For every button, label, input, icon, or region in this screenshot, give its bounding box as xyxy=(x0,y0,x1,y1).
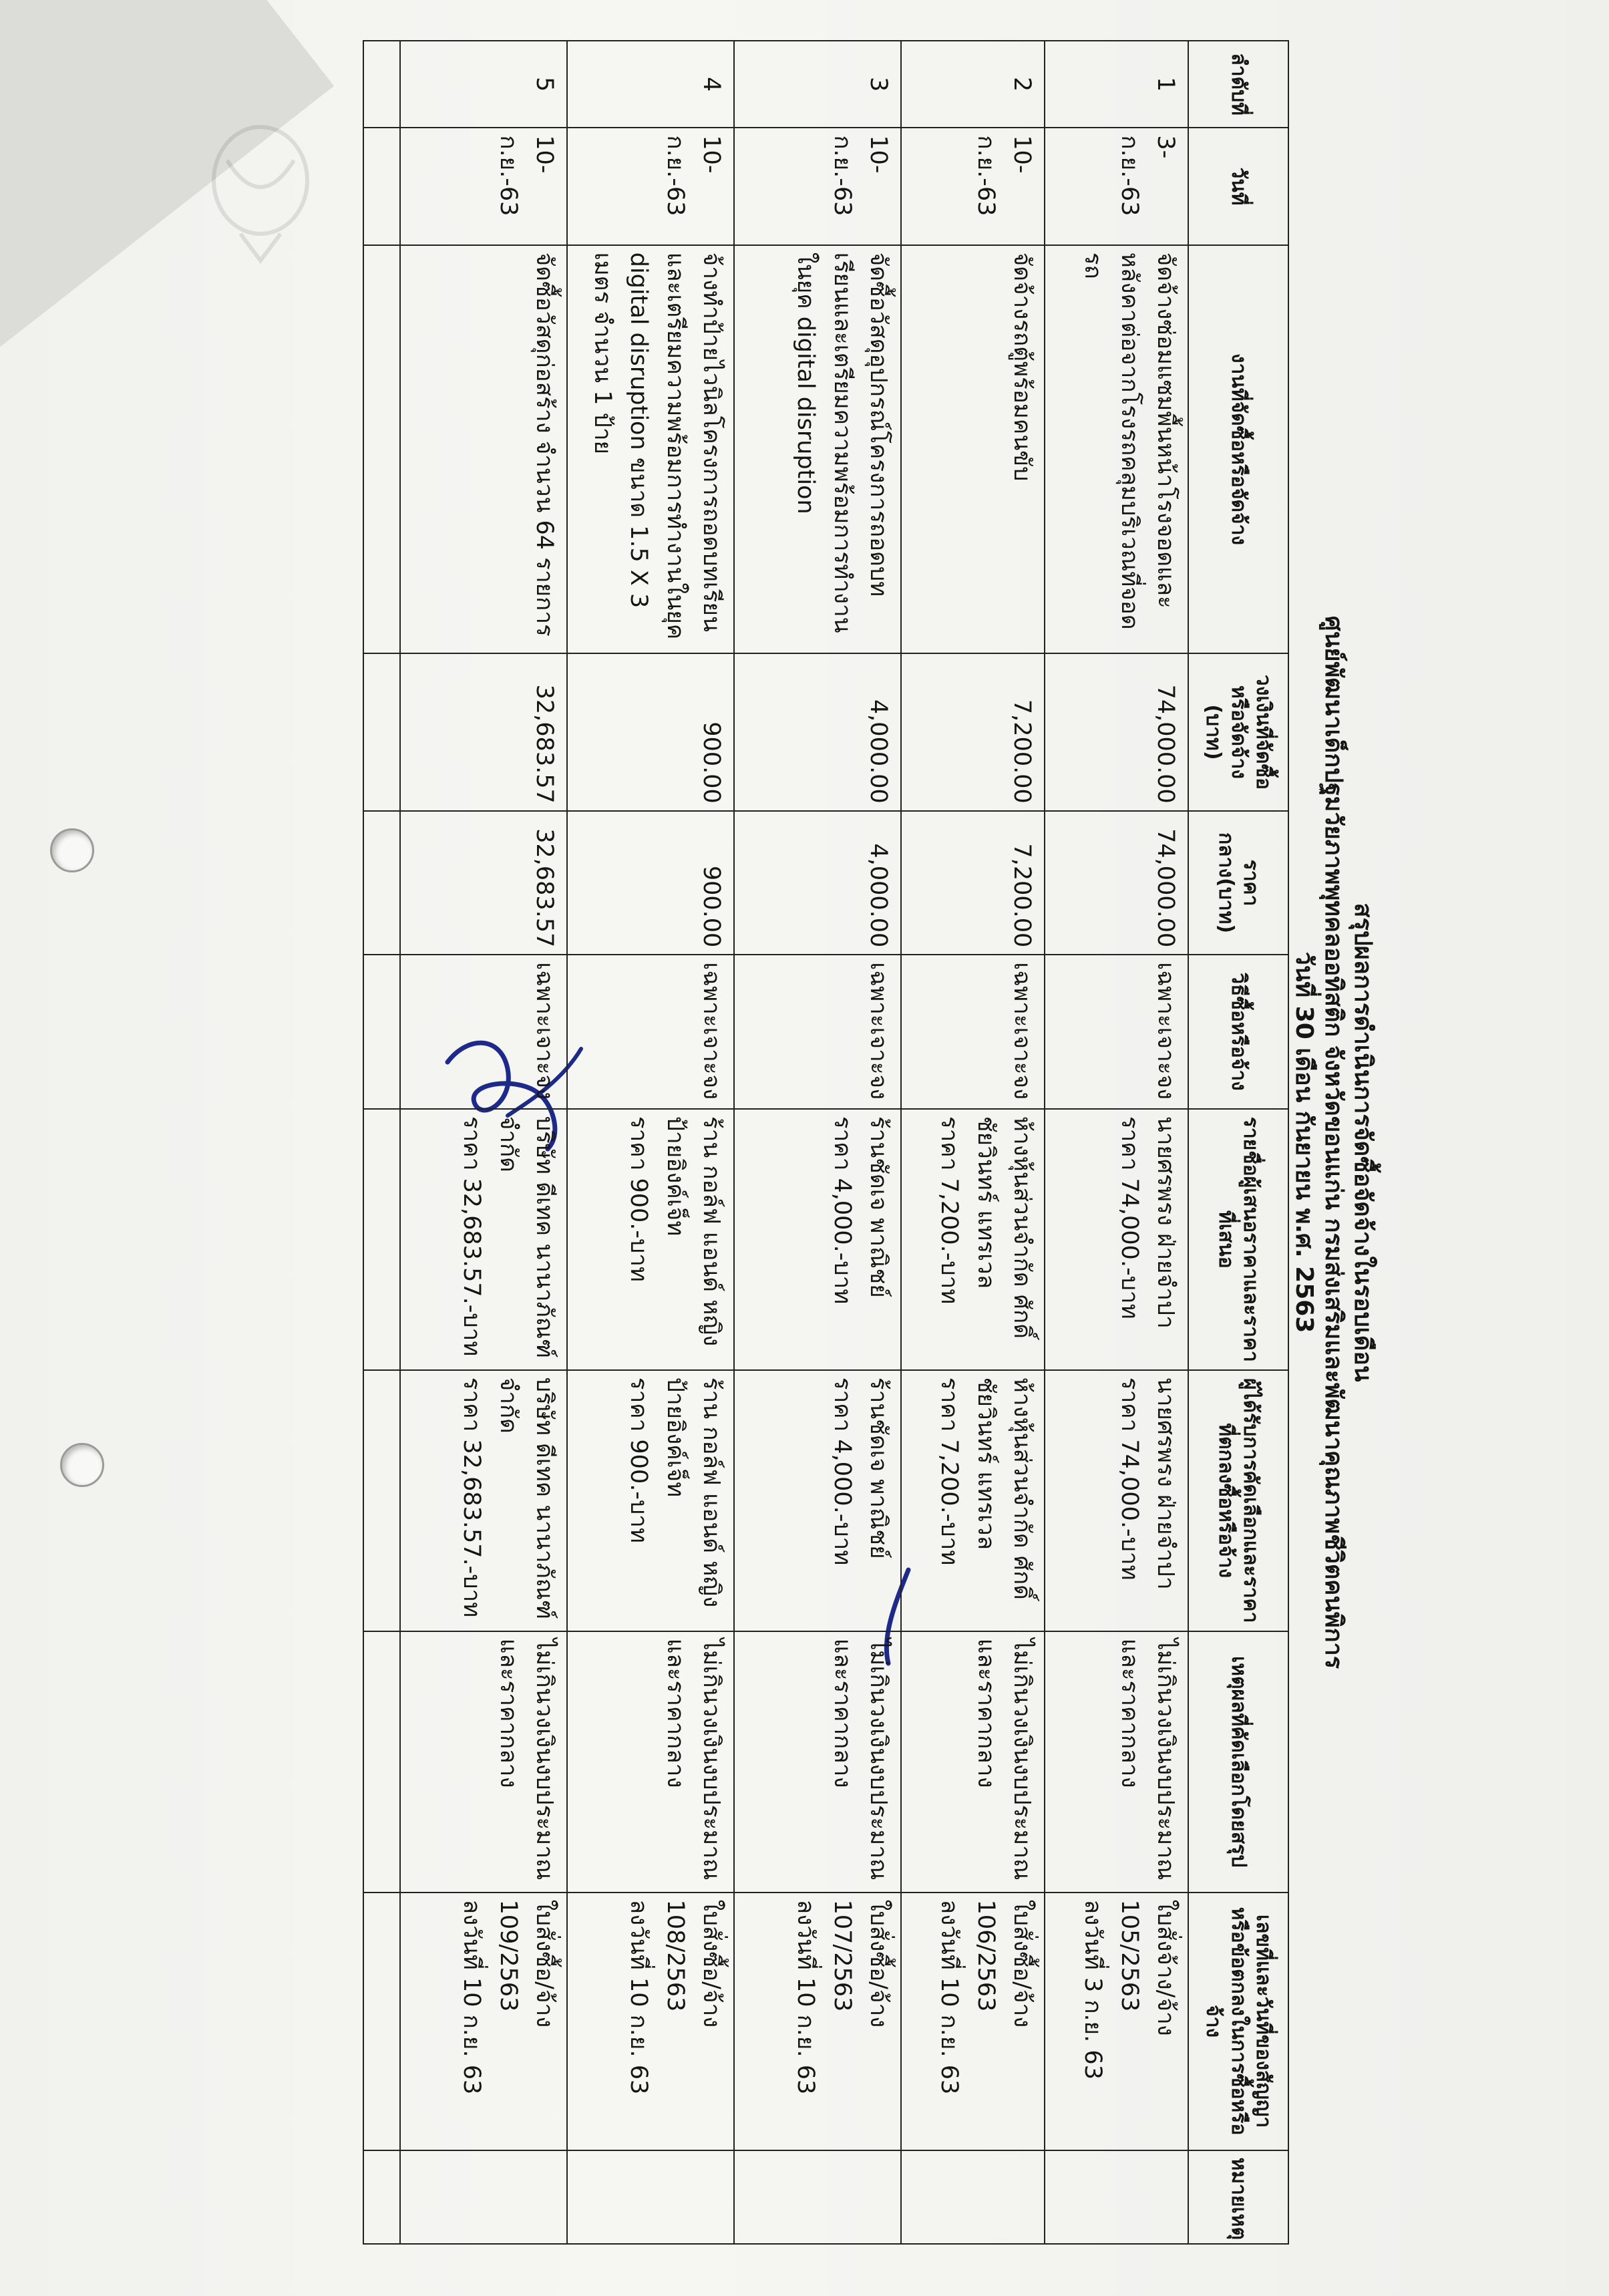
cell-remark xyxy=(400,2150,567,2244)
cell-winner xyxy=(734,1370,901,1631)
cell-empty xyxy=(363,653,400,811)
cell-median-price: 900.00 xyxy=(567,811,734,955)
table-row xyxy=(901,41,1045,2244)
cell-bidders xyxy=(1045,1109,1188,1370)
bidder-price: ราคา 900.-บาท xyxy=(625,1116,653,1282)
cell-winner xyxy=(901,1370,1045,1631)
col-header-contract: เลขที่และวันที่ของสัญญาหรือข้อตกลงในการซื้อหรือจ้าง xyxy=(1188,1893,1288,2150)
cell-budget: 74,000.00 xyxy=(1045,653,1188,811)
col-header-work: งานที่จัดซื้อหรือจัดจ้าง xyxy=(1188,245,1288,653)
bleed-through-garuda xyxy=(200,120,321,267)
cell-remark xyxy=(567,2150,734,2244)
cell-empty xyxy=(363,128,400,244)
cell-contract xyxy=(734,1893,901,2150)
cell-date: 10-ก.ย.-63 xyxy=(901,128,1045,244)
cell-date: 10-ก.ย.-63 xyxy=(400,128,567,244)
cell-reason: ไม่เกินวงเงินงบประมาณและราคากลาง xyxy=(734,1631,901,1893)
winner-price: ราคา 32,683.57.-บาท xyxy=(458,1377,486,1618)
cell-reason: ไม่เกินวงเงินงบประมาณและราคากลาง xyxy=(901,1631,1045,1893)
report-title: สรุปผลการดำเนินการจัดซื้อจัดจ้างในรอบเดือน xyxy=(1349,903,1377,1382)
cell-empty xyxy=(363,1109,400,1370)
bidder-price: ราคา 4,000.-บาท xyxy=(828,1116,856,1305)
report-date: วันที่ 30 เดือน กันยายน พ.ศ. 2563 xyxy=(1290,951,1318,1333)
cell-no: 4 xyxy=(567,41,734,128)
cell-method: เฉพาะเจาะจง xyxy=(400,955,567,1109)
cell-median-price: 74,000.00 xyxy=(1045,811,1188,955)
cell-reason: ไม่เกินวงเงินงบประมาณและราคากลาง xyxy=(400,1631,567,1893)
punch-hole-top xyxy=(50,828,94,872)
cell-no: 2 xyxy=(901,41,1045,128)
cell-work: จัดจ้างรถตู้พร้อมคนขับ xyxy=(901,245,1045,653)
cell-remark xyxy=(1045,2150,1188,2244)
cell-method: เฉพาะเจาะจง xyxy=(1045,955,1188,1109)
cell-budget: 900.00 xyxy=(567,653,734,811)
cell-no: 5 xyxy=(400,41,567,128)
col-header-budget: วงเงินที่จัดซื้อหรือจัดจ้าง (บาท) xyxy=(1188,653,1288,811)
punch-hole-bottom xyxy=(60,1443,104,1487)
bidder-price: ราคา 7,200.-บาท xyxy=(936,1116,963,1305)
contract-date: ลงวันที่ 10 ก.ย. 63 xyxy=(936,1899,963,2095)
bidder-name: ร้าน กอล์ฟ แอนด์ หญิง ป้ายอิงค์เจ็ท xyxy=(661,1116,725,1347)
cell-method: เฉพาะเจาะจง xyxy=(734,955,901,1109)
table-row xyxy=(400,41,567,2244)
col-header-remark: หมายเหตุ xyxy=(1188,2150,1288,2244)
col-header-winner: ผู้ได้รับการคัดเลือกและราคาที่ตกลงซื้อหรือจ้าง xyxy=(1188,1370,1288,1631)
contract-no: ใบสั่งซื้อ/จ้าง 106/2563 xyxy=(972,1899,1035,2028)
winner-name: ร้าน กอล์ฟ แอนด์ หญิง ป้ายอิงค์เจ็ท xyxy=(661,1377,725,1608)
cell-remark xyxy=(901,2150,1045,2244)
cell-budget: 32,683.57 xyxy=(400,653,567,811)
bidder-price: ราคา 74,000.-บาท xyxy=(1115,1116,1143,1319)
cell-remark xyxy=(734,2150,901,2244)
cell-budget: 4,000.00 xyxy=(734,653,901,811)
table-row xyxy=(567,41,734,2244)
table-row-empty xyxy=(363,41,400,2244)
bidder-name: นายศรพรง ฝ่ายจำปา xyxy=(1152,1116,1179,1329)
cell-contract xyxy=(567,1893,734,2150)
cell-empty xyxy=(363,811,400,955)
procurement-table xyxy=(363,40,1289,2245)
cell-median-price: 7,200.00 xyxy=(901,811,1045,955)
cell-empty xyxy=(363,41,400,128)
winner-name: บริษัท ดีเทค นานาภัณฑ์ จำกัด xyxy=(494,1377,558,1620)
col-header-bidders: รายชื่อผู้เสนอราคาและราคาที่เสนอ xyxy=(1188,1109,1288,1370)
winner-price: ราคา 7,200.-บาท xyxy=(936,1377,963,1566)
contract-date: ลงวันที่ 10 ก.ย. 63 xyxy=(625,1899,653,2095)
cell-empty xyxy=(363,245,400,653)
bidder-price: ราคา 32,683.57.-บาท xyxy=(458,1116,486,1357)
contract-no: ใบสั่งจ้าง/จ้าง 105/2563 xyxy=(1115,1899,1179,2036)
cell-winner xyxy=(1045,1370,1188,1631)
cell-empty xyxy=(363,2150,400,2244)
cell-median-price: 4,000.00 xyxy=(734,811,901,955)
cell-work: จัดซื้อวัสดุอุปกรณ์โครงการถอดบทเรียนและเตรียมความพร้อมการทำงานในยุค digital disruption xyxy=(734,245,901,653)
col-header-date: วันที่ xyxy=(1188,128,1288,244)
cell-no: 3 xyxy=(734,41,901,128)
cell-bidders xyxy=(734,1109,901,1370)
table-header-row xyxy=(1188,41,1288,2244)
cell-contract xyxy=(400,1893,567,2150)
cell-empty xyxy=(363,1631,400,1893)
contract-no: ใบสั่งซื้อ/จ้าง 109/2563 xyxy=(494,1899,558,2028)
cell-budget: 7,200.00 xyxy=(901,653,1045,811)
cell-bidders xyxy=(901,1109,1045,1370)
cell-winner xyxy=(567,1370,734,1631)
winner-name: นายศรพรง ฝ่ายจำปา xyxy=(1152,1377,1179,1590)
cell-empty xyxy=(363,955,400,1109)
cell-bidders xyxy=(567,1109,734,1370)
contract-date: ลงวันที่ 10 ก.ย. 63 xyxy=(792,1899,820,2095)
cell-winner xyxy=(400,1370,567,1631)
cell-date: 10-ก.ย.-63 xyxy=(567,128,734,244)
winner-name: ร้านชัดเจ พาณิชย์ xyxy=(865,1377,892,1559)
table-row xyxy=(1045,41,1188,2244)
cell-method: เฉพาะเจาะจง xyxy=(567,955,734,1109)
cell-date: 10-ก.ย.-63 xyxy=(734,128,901,244)
cell-work: จัดซื้อวัสดุก่อสร้าง จำนวน 64 รายการ xyxy=(400,245,567,653)
bidder-name: ร้านชัดเจ พาณิชย์ xyxy=(865,1116,892,1298)
cell-reason: ไม่เกินวงเงินงบประมาณและราคากลาง xyxy=(1045,1631,1188,1893)
winner-price: ราคา 74,000.-บาท xyxy=(1115,1377,1143,1581)
col-header-no: ลำดับที่ xyxy=(1188,41,1288,128)
bidder-name: บริษัท ดีเทค นานาภัณฑ์ จำกัด xyxy=(494,1116,558,1359)
cell-date: 3-ก.ย.-63 xyxy=(1045,128,1188,244)
cell-contract xyxy=(1045,1893,1188,2150)
cell-work: จัดจ้างซ่อมแซมพื้นหน้าโรงจอดและหลังคาต่อจากโรงรถคลุมบริเวณที่จอดรถ xyxy=(1045,245,1188,653)
cell-empty xyxy=(363,1893,400,2150)
rotated-procurement-report xyxy=(381,40,1383,2245)
cell-work: จ้างทำป้ายไวนิลโครงการถอดบทเรียนและเตรียมความพร้อมการทำงานในยุค digital disruption ขนาด 1.5 X 3 เมตร จำนวน 1 ป้าย xyxy=(567,245,734,653)
winner-name: ห้างหุ้นส่วนจำกัด ศักดิ์ชัยวินทร์ แทรเวล xyxy=(972,1377,1035,1600)
cell-contract xyxy=(901,1893,1045,2150)
col-header-median-price: ราคากลาง(บาท) xyxy=(1188,811,1288,955)
bidder-name: ห้างหุ้นส่วนจำกัด ศักดิ์ชัยวินทร์ แทรเวล xyxy=(972,1116,1035,1339)
col-header-method: วิธีซื้อหรือจ้าง xyxy=(1188,955,1288,1109)
report-agency: ศูนย์พัฒนาเด็กปฐมวัยภาพพุทคลออทิสติก จังหวัดขอนแก่น กรมส่งเสริมและพัฒนาคุณภาพชีวิตคนพิการ xyxy=(1320,615,1347,1669)
contract-date: ลงวันที่ 10 ก.ย. 63 xyxy=(458,1899,486,2095)
cell-method: เฉพาะเจาะจง xyxy=(901,955,1045,1109)
contract-no: ใบสั่งซื้อ/จ้าง 108/2563 xyxy=(661,1899,725,2028)
cell-no: 1 xyxy=(1045,41,1188,128)
winner-price: ราคา 900.-บาท xyxy=(625,1377,653,1543)
cell-empty xyxy=(363,1370,400,1631)
cell-median-price: 32,683.57 xyxy=(400,811,567,955)
contract-date: ลงวันที่ 3 ก.ย. 63 xyxy=(1079,1899,1107,2080)
winner-price: ราคา 4,000.-บาท xyxy=(828,1377,856,1566)
contract-no: ใบสั่งซื้อ/จ้าง 107/2563 xyxy=(828,1899,892,2028)
col-header-reason: เหตุผลที่คัดเลือกโดยสรุป xyxy=(1188,1631,1288,1893)
cell-bidders xyxy=(400,1109,567,1370)
cell-reason: ไม่เกินวงเงินงบประมาณและราคากลาง xyxy=(567,1631,734,1893)
table-row xyxy=(734,41,901,2244)
